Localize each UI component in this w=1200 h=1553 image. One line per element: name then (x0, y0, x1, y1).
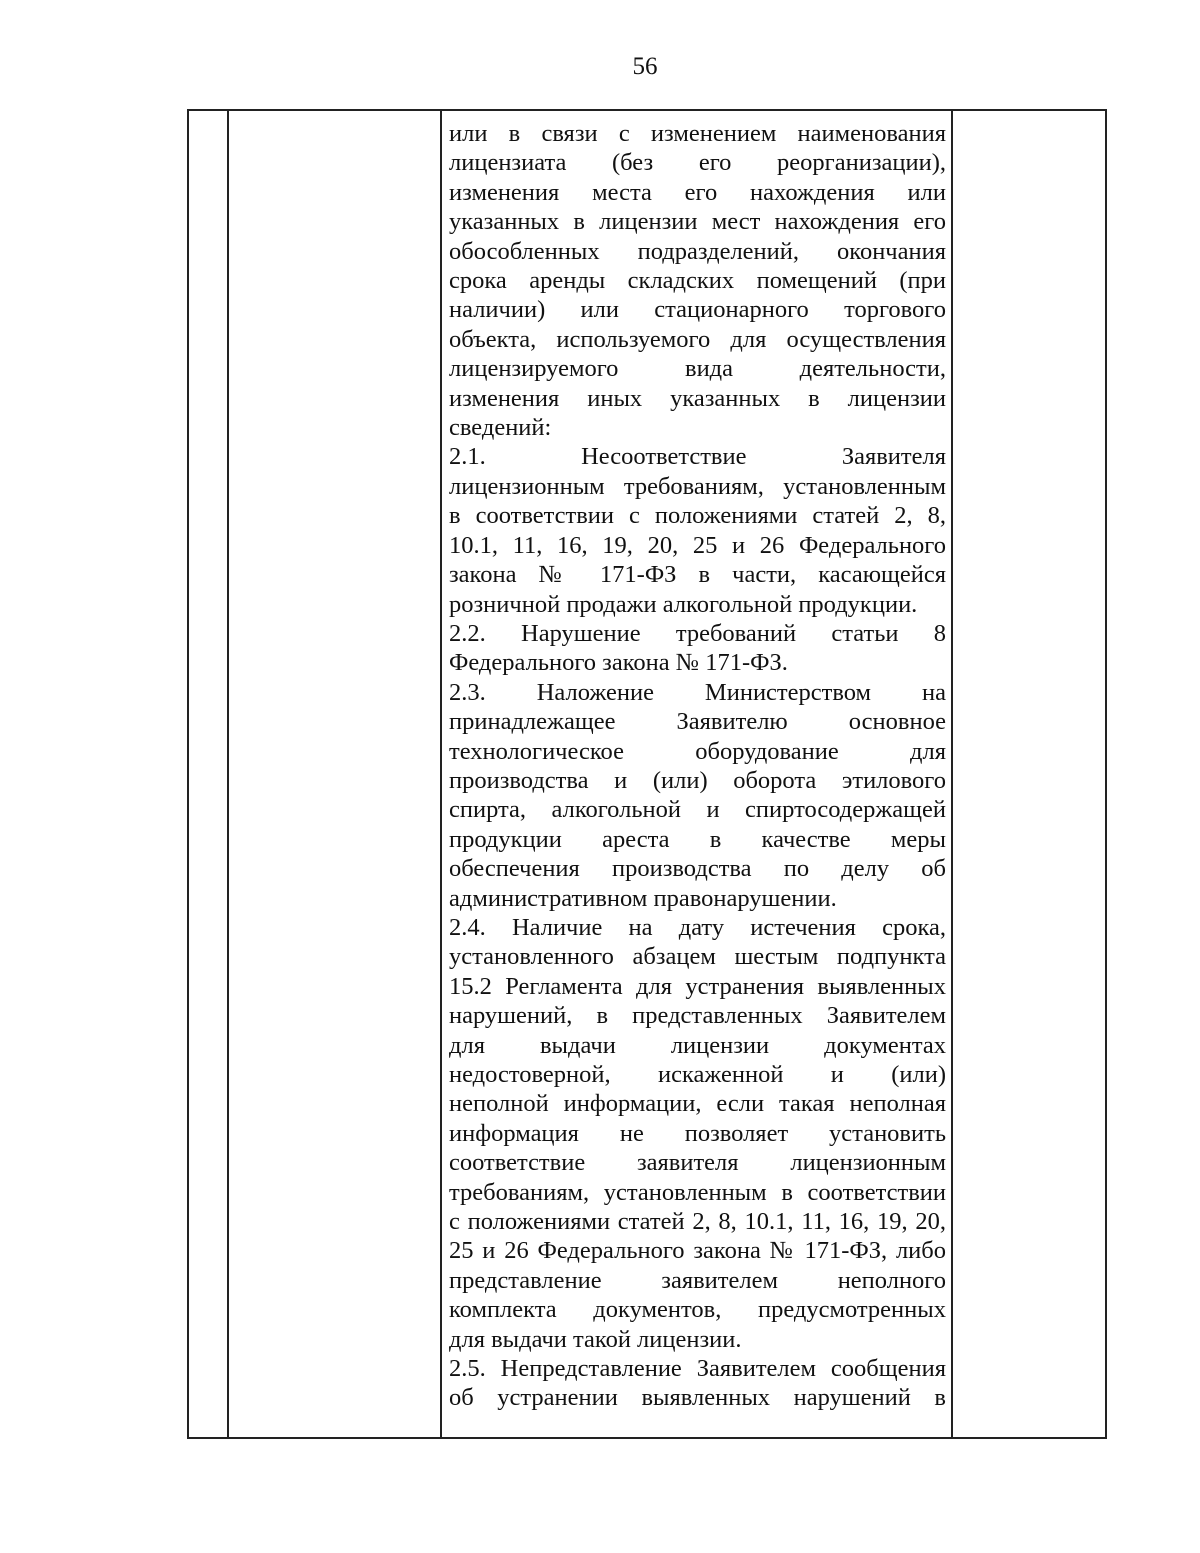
column-divider-3 (951, 111, 953, 1437)
text-line: наличии) или стационарного торгового (449, 296, 946, 324)
text-line: требованиям, установленным в соответствии (449, 1178, 946, 1206)
text-line: 25 и 26 Федерального закона № 171-ФЗ, либо (449, 1237, 946, 1265)
text-line: сведений: (449, 414, 552, 442)
text-line: указанных в лицензии мест нахождения его (449, 208, 946, 236)
text-line: принадлежащее Заявителю основное (449, 708, 946, 736)
text-line: производства и (или) оборота этилового (449, 766, 946, 794)
text-line: розничной продажи алкогольной продукции. (449, 590, 918, 618)
text-line: закона № 171-ФЗ в части, касающейся (449, 561, 946, 589)
text-line: 2.5. Непредставление Заявителем сообщения (449, 1355, 946, 1383)
text-line: 2.2. Нарушение требований статьи 8 (449, 619, 946, 647)
column-divider-1 (227, 111, 229, 1437)
text-line: неполной информации, если такая неполная (449, 1090, 946, 1118)
text-line: комплекта документов, предусмотренных (449, 1296, 946, 1324)
text-line: 2.1. Несоответствие Заявителя (449, 443, 946, 471)
table-cell-text (449, 119, 946, 1413)
text-line: срока аренды складских помещений (при (449, 267, 946, 295)
text-line: об устранении выявленных нарушений в (449, 1384, 946, 1412)
text-line: изменения иных указанных в лицензии (449, 384, 946, 412)
text-line: лицензируемого вида деятельности, (449, 355, 946, 383)
text-line: для выдачи такой лицензии. (449, 1325, 742, 1353)
text-line: спирта, алкогольной и спиртосодержащей (449, 796, 946, 824)
text-line: объекта, используемого для осуществления (449, 325, 946, 353)
text-line: технологическое оборудование для (449, 737, 946, 765)
text-line: обеспечения производства по делу об (449, 855, 946, 883)
text-line: недостоверной, искаженной и (или) (449, 1061, 946, 1088)
text-line: продукции ареста в качестве меры (449, 825, 946, 853)
text-line: лицензиата (без его реорганизации), (449, 149, 946, 177)
text-line: 2.3. Наложение Министерством на (449, 678, 946, 706)
text-line: установленного абзацем шестым подпункта (449, 943, 946, 971)
text-line: в соответствии с положениями статей 2, 8, (449, 502, 946, 530)
text-line: или в связи с изменением наименования (449, 120, 946, 147)
text-line: нарушений, в представленных Заявителем (449, 1002, 946, 1030)
document-table (187, 109, 1107, 1439)
text-line: обособленных подразделений, окончания (449, 237, 946, 265)
text-line: для выдачи лицензии документах (449, 1031, 946, 1059)
text-line: 2.4. Наличие на дату истечения срока, (449, 913, 946, 941)
text-line: изменения места его нахождения или (449, 178, 946, 206)
text-line: информация не позволяет установить (449, 1119, 946, 1147)
text-line: лицензионным требованиям, установленным (449, 472, 946, 500)
page-number: 56 (632, 53, 658, 80)
text-line: с положениями статей 2, 8, 10.1, 11, 16, 19, 20, (449, 1208, 946, 1236)
column-divider-2 (440, 111, 442, 1437)
text-line: соответствие заявителя лицензионным (449, 1149, 946, 1177)
text-line: 15.2 Регламента для устранения выявленных (449, 972, 946, 1000)
text-line: административном правонарушении. (449, 884, 837, 912)
text-line: Федерального закона № 171-ФЗ. (449, 649, 788, 677)
text-line: 10.1, 11, 16, 19, 20, 25 и 26 Федерального (449, 531, 946, 559)
text-line: представление заявителем неполного (449, 1266, 946, 1294)
